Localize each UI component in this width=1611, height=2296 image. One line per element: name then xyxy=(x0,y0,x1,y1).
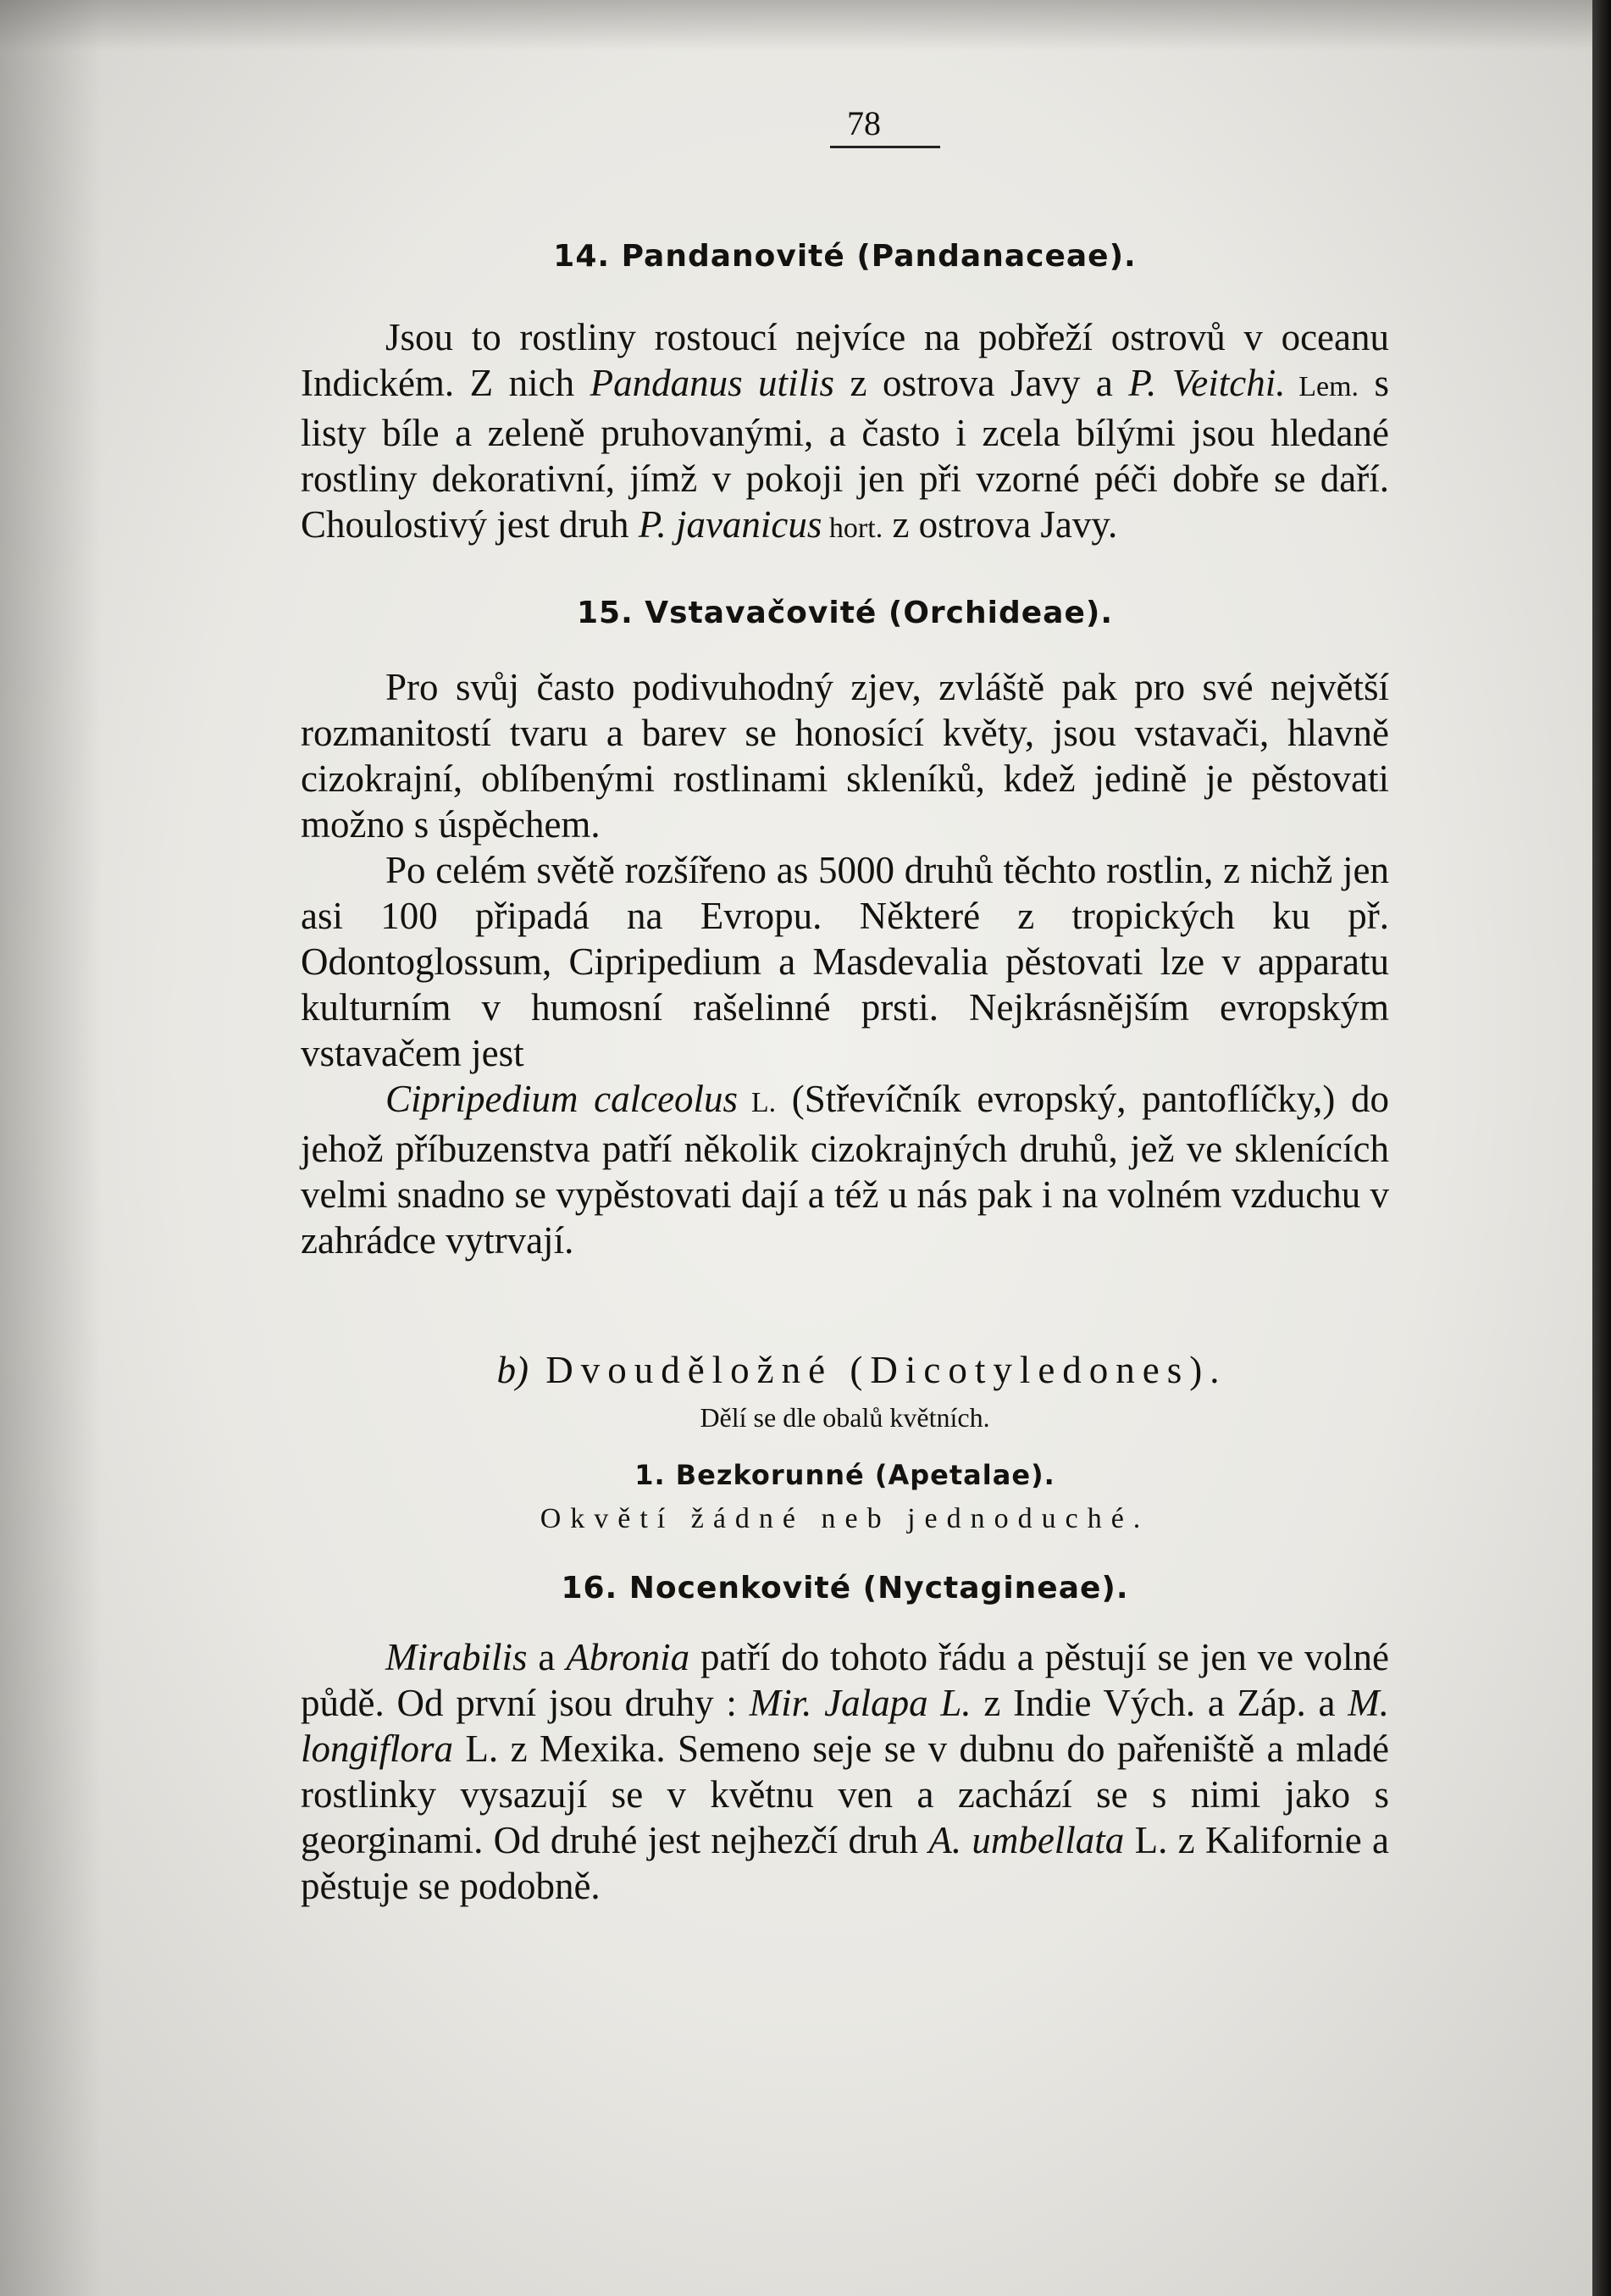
text-run: z Indie Vých. a Záp. a xyxy=(971,1682,1348,1724)
text-run: L. z Mexika. Semeno seje se v dubnu do pařeniště a mladé rostlinky vysazují se v květnu ven a zachází se s nimi jako s georginami. Od druhé jest nejhezčí druh xyxy=(301,1728,1389,1861)
paragraph-orchideae-3 xyxy=(301,1076,1389,1263)
subdivision-title: Dvouděložné (Dicotyledones). xyxy=(528,1349,1227,1391)
dicotyledones-title xyxy=(335,1348,1389,1392)
subdivision-label: b) xyxy=(496,1349,529,1391)
page-number: 78 xyxy=(847,104,881,142)
genus-name: Mirabilis xyxy=(385,1636,528,1678)
page-edge-right xyxy=(1592,0,1611,2296)
text-column xyxy=(301,102,1389,1909)
paragraph-pandanaceae xyxy=(301,314,1389,552)
dicotyledones-note: Dělí se dle obalů květních. xyxy=(700,1402,990,1433)
author-abbrev: Lem. xyxy=(1285,371,1359,402)
text-run: patří do tohoto řádu a pěstují se jen ve volné půdě. Od první jsou druhy : xyxy=(301,1636,1389,1724)
heading-section-14: 14. Pandanovité (Pandanaceae). xyxy=(553,239,1137,274)
heading-section-16: 16. Nocenkovité (Nyctagineae). xyxy=(561,1571,1129,1606)
species-name: Cipripedium calceolus xyxy=(385,1078,739,1120)
species-name: Mir. Jalapa L. xyxy=(749,1682,972,1724)
species-name: Pandanus utilis xyxy=(590,362,835,404)
page-shadow-left xyxy=(0,0,102,2296)
page-shadow-top xyxy=(0,0,1592,51)
text-run: L. z Kalifornie a pěstuje se podobně. xyxy=(301,1819,1389,1907)
paragraph-orchideae-2: Po celém světě rozšířeno as 5000 druhů těchto rostlin, z nichž jen asi 100 připadá na Evropu. Některé z tropických ku př. Odontoglossum, Cipripedium a Masdevalia pěstovati lze v apparatu kulturním v humosní rašelinné prsti. Nejkrásnějším evropským vstavačem jest xyxy=(301,849,1389,1074)
paragraph-orchideae-1: Pro svůj často podivuhodný zjev, zvláště pak pro své největší rozmanitostí tvaru a barev se honosící květy, jsou vstavači, hlavně cizokrajní, oblíbenými rostlinami skleníků, kdež jedině je pěstovati možno s úspěchem. xyxy=(301,666,1389,846)
species-name: M. longiflora xyxy=(301,1682,1389,1770)
page-number-rule xyxy=(830,146,940,148)
text-run: z ostrova Javy a xyxy=(834,362,1129,404)
author-abbrev: L. xyxy=(738,1087,777,1118)
genus-name: Abronia xyxy=(566,1636,690,1678)
text-run: z ostrova Javy. xyxy=(883,503,1118,546)
heading-apetalae: 1. Bezkorunné (Apetalae). xyxy=(634,1459,1055,1491)
species-name: A. umbellata xyxy=(928,1819,1125,1861)
text-run: (Střevíčník evropský, pantoflíčky,) do jehož příbuzenstva patří několik cizokrajných druhů, jež ve sklenících velmi snadno se vypěstovati dají a též u nás pak i na volném vzduchu v zahrádce vytrvají. xyxy=(301,1078,1389,1262)
apetalae-note: Okvětí žádné neb jednoduché. xyxy=(540,1503,1150,1534)
paragraph-nyctagineae xyxy=(301,1634,1389,1909)
species-name: P. Veitchi. xyxy=(1128,362,1286,404)
heading-section-15: 15. Vstavačovité (Orchideae). xyxy=(576,596,1114,630)
text-run: a xyxy=(527,1636,567,1678)
text-run: Jsou to rostliny rostoucí nejvíce na pobřeží ostrovů v oceanu Indickém. Z nich xyxy=(301,316,1389,404)
author-abbrev: hort. xyxy=(822,513,883,544)
text-run: s listy bíle a zeleně pruhovanými, a často i zcela bílými jsou hledané rostliny dekorativní, jímž v pokoji jen při vzorné péči dobře se daří. Choulostivý jest druh xyxy=(301,362,1390,546)
species-name: P. javanicus xyxy=(638,503,822,546)
